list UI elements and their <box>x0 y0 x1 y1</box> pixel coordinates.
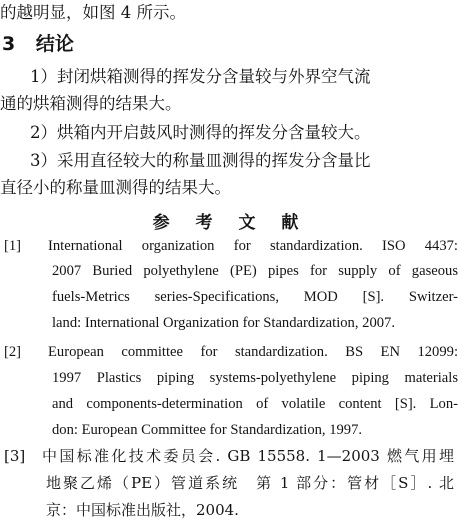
reference-1-line-4: land: International Organization for Standardization, 2007. <box>52 315 395 331</box>
reference-1-line-3: fuels-Metrics series-Specifications, MOD [S]. Switzer- <box>52 289 458 305</box>
section-title: 结论 <box>35 33 74 55</box>
intro-tail-text: 的越明显，如图 4 所示。 <box>0 3 186 22</box>
reference-3-line-2: 地聚乙烯（PE）管道系统 第 1 部分：管材［S］. 北 <box>46 474 454 492</box>
conclusion-3-line-2: 直径小的称量皿测得的结果大。 <box>0 178 231 197</box>
conclusion-3-line-1: 3）采用直径较大的称量皿测得的挥发分含量比 <box>30 151 371 170</box>
reference-2-line-4: don: European Committee for Standardization, 1997. <box>52 422 363 438</box>
reference-1-number: [1] <box>4 238 22 254</box>
references-title: 参 考 文 献 <box>152 213 309 233</box>
reference-3-line-3: 京：中国标准出版社，2004. <box>46 501 239 519</box>
section-number: 3 <box>2 33 16 55</box>
reference-2-line-1: European committee for standardization. BS EN 12099: <box>48 344 458 360</box>
conclusion-1-line-1: 1）封闭烘箱测得的挥发分含量较与外界空气流 <box>30 67 371 86</box>
section-heading <box>2 34 74 54</box>
conclusion-2-line-1: 2）烘箱内开启鼓风时测得的挥发分含量较大。 <box>30 123 371 142</box>
reference-2-line-3: and components-determination of volatile content [S]. Lon- <box>52 396 458 412</box>
reference-1-line-1: International organization for standardization. ISO 4437: <box>48 238 458 254</box>
conclusion-1-line-2: 通的烘箱测得的结果大。 <box>0 94 182 113</box>
reference-3-number: [3] <box>4 447 26 465</box>
reference-3-line-1: 中国标准化技术委员会. GB 15558. 1—2003 燃气用埋 <box>42 447 454 465</box>
reference-2-line-2: 1997 Plastics piping systems-polyethylene piping materials <box>52 370 458 386</box>
reference-2-number: [2] <box>4 344 22 360</box>
reference-1-line-2: 2007 Buried polyethylene (PE) pipes for supply of gaseous <box>52 263 458 279</box>
